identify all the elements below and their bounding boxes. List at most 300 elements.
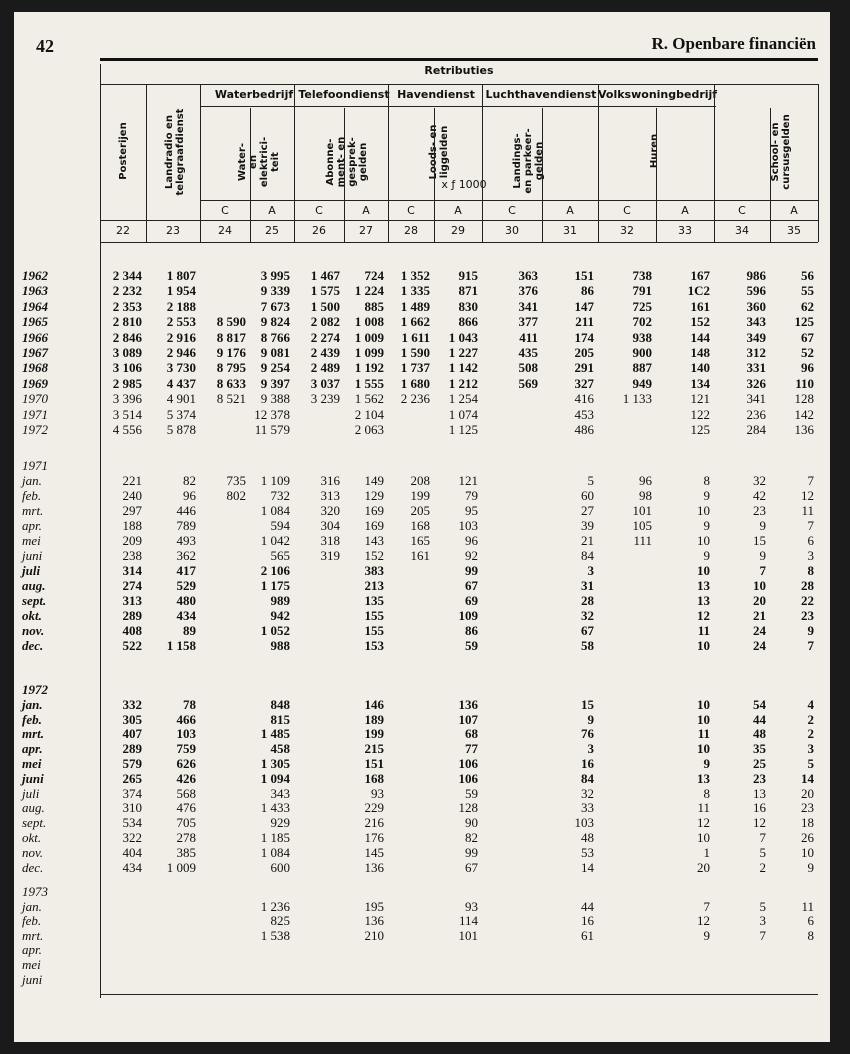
table-cell: 724 (364, 268, 384, 283)
table-cell: 5 (807, 756, 814, 771)
table-cell: 986 (746, 268, 766, 283)
table-cell: 7 (759, 563, 766, 578)
table-cell: 9 254 (260, 360, 290, 376)
table-cell: 103 (176, 726, 196, 742)
sub-divider (250, 108, 251, 242)
row-label: 1964 (22, 298, 48, 314)
ca-label: A (268, 204, 276, 217)
table-cell: 4 (807, 696, 814, 712)
table-cell: 1 485 (260, 726, 290, 742)
table-cell: 44 (753, 711, 766, 727)
table-cell: 802 (226, 488, 246, 503)
column-number: 24 (218, 224, 232, 237)
table-cell: 161 (410, 548, 430, 563)
table-cell: 136 (794, 422, 814, 437)
table-cell: 265 (122, 770, 142, 786)
table-cell: 221 (122, 473, 142, 488)
table-cell: 2 353 (112, 298, 142, 314)
table-cell: 15 (753, 533, 766, 548)
table-cell: 10 (697, 830, 710, 845)
table-cell: 20 (801, 785, 814, 801)
table-cell: 9 (759, 548, 766, 563)
ca-label: A (790, 204, 798, 217)
table-cell: 1 489 (400, 298, 430, 314)
table-cell: 60 (581, 488, 594, 503)
table-cell: 125 (690, 422, 710, 437)
table-cell: 20 (753, 593, 766, 608)
table-cell: 866 (458, 314, 478, 330)
row-label: juni (22, 770, 44, 786)
table-cell: 3 (759, 913, 766, 929)
ca-label: C (508, 204, 516, 217)
table-cell: 3 514 (112, 406, 142, 422)
column-number: 27 (359, 224, 373, 237)
group-waterbedrijf: Waterbedrijf (214, 88, 294, 101)
table-cell: 111 (633, 533, 652, 548)
table-cell: 289 (122, 741, 142, 757)
table-cell: 16 (581, 913, 594, 929)
table-cell: 11 (801, 898, 814, 914)
table-cell: 21 (581, 533, 594, 548)
table-cell: 871 (458, 283, 478, 299)
table-cell: 11 579 (254, 422, 290, 437)
table-cell: 13 (697, 593, 710, 608)
table-cell: 312 (746, 345, 766, 360)
table-cell: 229 (364, 800, 384, 816)
table-cell: 161 (690, 298, 710, 314)
table-cell: 1 352 (400, 268, 430, 283)
table-cell: 23 (801, 608, 814, 623)
table-cell: 32 (581, 608, 594, 623)
table-cell: 12 (753, 815, 766, 831)
table-cell: 10 (801, 844, 814, 860)
table-cell: 92 (465, 548, 478, 563)
table-cell: 44 (581, 898, 594, 914)
table-cell: 3 (587, 563, 594, 578)
row-label: mrt. (22, 927, 44, 943)
table-cell: 109 (458, 608, 478, 623)
table-cell: 58 (581, 638, 594, 653)
table-cell: 1 611 (401, 329, 430, 345)
table-cell: 238 (122, 548, 142, 563)
row-label: 1972 (22, 422, 48, 437)
column-number: 29 (451, 224, 465, 237)
table-cell: 143 (364, 533, 384, 548)
table-cell: 10 (697, 503, 710, 518)
table-cell: 9 388 (260, 391, 290, 407)
table-cell: 90 (465, 815, 478, 831)
table-cell: 1 109 (260, 473, 290, 488)
col-header-telefoon: Abonne- ment- en gesprek- gelden (325, 136, 369, 188)
group-havendienst: Havendienst (397, 88, 475, 101)
table-cell: 791 (632, 283, 652, 299)
table-cell: 61 (581, 927, 594, 943)
table-cell: 915 (458, 268, 478, 283)
table-cell: 5 878 (166, 422, 196, 437)
table-cell: 1 538 (260, 927, 290, 943)
col-divider (598, 84, 599, 242)
table-cell: 534 (122, 815, 142, 831)
table-cell: 1 043 (448, 329, 478, 345)
table-cell: 2 082 (310, 314, 340, 330)
table-cell: 9 397 (260, 375, 290, 391)
page-number: 42 (36, 36, 54, 56)
table-cell: 23 (801, 800, 814, 816)
table-cell: 89 (183, 623, 196, 638)
table-cell: 579 (122, 756, 142, 771)
table-cell: 199 (364, 726, 384, 742)
table-cell: 16 (581, 756, 594, 771)
table-cell: 466 (176, 711, 196, 727)
table-cell: 76 (581, 726, 594, 742)
row-label: juni (22, 548, 43, 563)
table-cell: 84 (581, 548, 594, 563)
table-cell: 155 (364, 623, 384, 638)
table-cell: 1 (703, 844, 710, 860)
row-label: mrt. (22, 726, 45, 742)
table-cell: 569 (518, 375, 538, 391)
top-rule (100, 58, 818, 61)
table-cell: 153 (364, 638, 384, 653)
table-cell: 1 562 (354, 391, 384, 407)
table-cell: 151 (574, 268, 594, 283)
table-cell: 129 (364, 488, 384, 503)
table-cell: 6 (807, 533, 814, 548)
table-cell: 8 (703, 473, 710, 488)
table-cell: 1C2 (687, 283, 710, 299)
table-cell: 1 084 (260, 844, 290, 860)
col-header-volks: Huren (649, 133, 660, 169)
table-cell: 67 (465, 578, 478, 593)
table-cell: 98 (639, 488, 652, 503)
table-cell: 1 042 (260, 533, 290, 548)
table-cell: 1 954 (166, 283, 196, 299)
table-cell: 101 (632, 503, 652, 518)
table-cell: 480 (176, 593, 196, 608)
table-cell: 326 (746, 375, 766, 391)
table-cell: 8 590 (216, 314, 246, 330)
table-cell: 938 (632, 329, 652, 345)
row-label: 1971 (22, 458, 48, 473)
table-cell: 2 985 (112, 375, 142, 391)
group-rule (200, 106, 716, 107)
table-cell: 1 590 (400, 345, 430, 360)
table-cell: 316 (320, 473, 340, 488)
table-cell: 9 (759, 518, 766, 533)
table-cell: 493 (176, 533, 196, 548)
table-cell: 9 (703, 548, 710, 563)
table-cell: 56 (801, 268, 814, 283)
table-cell: 168 (410, 518, 430, 533)
table-cell: 1 662 (400, 314, 430, 330)
row-label: feb. (22, 913, 42, 929)
table-cell: 8 766 (260, 329, 290, 345)
table-cell: 594 (270, 518, 290, 533)
table-cell: 96 (801, 360, 814, 376)
table-cell: 11 (697, 800, 710, 816)
table-cell: 8 817 (216, 329, 246, 345)
table-cell: 522 (122, 638, 142, 653)
row-label: mrt. (22, 503, 44, 518)
col-header-haven: Loods- en liggelden (428, 124, 450, 180)
col-divider (818, 84, 819, 242)
table-cell: 416 (574, 391, 594, 407)
table-cell: 343 (746, 314, 766, 330)
table-cell: 95 (465, 503, 478, 518)
table-cell: 210 (364, 927, 384, 943)
table-cell: 1 052 (260, 623, 290, 638)
table-cell: 13 (697, 770, 710, 786)
table-cell: 1 807 (166, 268, 196, 283)
row-label: okt. (22, 830, 42, 845)
table-cell: 929 (270, 815, 290, 831)
table-cell: 377 (518, 314, 538, 330)
unit-label: x ƒ 1000 (441, 178, 487, 191)
table-cell: 147 (574, 298, 594, 314)
table-cell: 735 (226, 473, 246, 488)
table-cell: 508 (518, 360, 538, 376)
table-cell: 885 (364, 298, 384, 314)
column-number: 33 (678, 224, 692, 237)
table-cell: 3 089 (112, 345, 142, 360)
section-title: R. Openbare financiën (651, 34, 816, 53)
table-cell: 48 (581, 830, 594, 845)
table-cell: 5 (759, 844, 766, 860)
table-cell: 105 (632, 518, 652, 533)
table-cell: 148 (690, 345, 710, 360)
table-cell: 759 (176, 741, 196, 757)
row-label: jan. (22, 473, 42, 488)
table-cell: 600 (270, 859, 290, 875)
table-cell: 32 (581, 785, 594, 801)
row-label: 1973 (22, 884, 48, 899)
table-cell: 529 (176, 578, 196, 593)
row-label: feb. (22, 488, 42, 503)
table-cell: 16 (753, 800, 766, 816)
table-cell: 151 (364, 756, 384, 771)
row-label: 1965 (22, 314, 48, 330)
table-cell: 10 (697, 741, 710, 757)
table-cell: 2 916 (166, 329, 196, 345)
table-cell: 152 (364, 548, 384, 563)
table-cell: 304 (320, 518, 340, 533)
row-label: 1967 (22, 345, 48, 360)
table-cell: 2 344 (112, 268, 142, 283)
table-cell: 1 094 (260, 770, 290, 786)
row-label: nov. (22, 623, 45, 638)
table-cell: 7 (807, 473, 814, 488)
table-cell: 24 (753, 638, 766, 653)
col-divider (146, 84, 147, 242)
table-cell: 82 (183, 473, 196, 488)
table-cell: 106 (458, 756, 478, 771)
table-cell: 13 (753, 785, 766, 801)
header-bottom-rule (100, 242, 818, 243)
col-header-water: Water- en elektrici- teit (237, 136, 281, 188)
table-cell: 383 (364, 563, 384, 578)
table-cell: 152 (690, 314, 710, 330)
table-cell: 486 (574, 422, 594, 437)
table-cell: 1 099 (354, 345, 384, 360)
table-cell: 1 680 (400, 375, 430, 391)
column-number: 35 (787, 224, 801, 237)
row-label: apr. (22, 942, 42, 958)
table-cell: 9 (703, 518, 710, 533)
table-cell: 1 335 (400, 283, 430, 299)
table-cell: 2 (807, 711, 814, 727)
col-divider (294, 84, 295, 242)
table-cell: 209 (122, 533, 142, 548)
row-label: dec. (22, 638, 44, 653)
row-label: 1962 (22, 268, 48, 283)
column-number: 25 (265, 224, 279, 237)
document-page (14, 12, 830, 1042)
table-cell: 165 (410, 533, 430, 548)
table-cell: 215 (364, 741, 384, 757)
table-cell: 8 (807, 563, 814, 578)
row-label: juli (22, 563, 41, 578)
table-cell: 24 (753, 623, 766, 638)
row-label: sept. (22, 815, 47, 831)
table-bottom-rule (100, 994, 818, 995)
table-cell: 363 (518, 268, 538, 283)
table-cell: 128 (794, 391, 814, 407)
group-title: Retributies (424, 64, 494, 77)
table-cell: 453 (574, 406, 594, 422)
table-cell: 79 (465, 488, 478, 503)
table-cell: 3 (807, 548, 814, 563)
table-cell: 125 (794, 314, 814, 330)
table-cell: 169 (364, 518, 384, 533)
table-cell: 327 (574, 375, 594, 391)
table-cell: 8 (703, 785, 710, 801)
table-cell: 1 133 (622, 391, 652, 407)
table-cell: 3 396 (112, 391, 142, 407)
column-number: 23 (166, 224, 180, 237)
table-cell: 216 (364, 815, 384, 831)
table-cell: 8 (807, 927, 814, 943)
col-header-lucht: Landings- en parkeer- gelden (512, 128, 545, 194)
ca-label: C (315, 204, 323, 217)
table-cell: 121 (458, 473, 478, 488)
table-cell: 1 467 (310, 268, 340, 283)
table-cell: 596 (746, 283, 766, 299)
table-cell: 145 (364, 844, 384, 860)
table-cell: 5 (759, 898, 766, 914)
sub-divider (344, 108, 345, 242)
table-cell: 23 (753, 770, 766, 786)
table-cell: 59 (465, 638, 478, 653)
table-cell: 62 (801, 298, 814, 314)
table-cell: 189 (364, 711, 384, 727)
table-cell: 7 (807, 518, 814, 533)
table-cell: 13 (697, 578, 710, 593)
table-cell: 476 (176, 800, 196, 816)
column-number: 31 (563, 224, 577, 237)
table-cell: 408 (122, 623, 142, 638)
table-cell: 434 (176, 608, 196, 623)
table-cell: 1 224 (354, 283, 384, 299)
row-label: nov. (22, 844, 44, 860)
table-cell: 2 553 (166, 314, 196, 330)
table-cell: 417 (176, 563, 196, 578)
ca-label: C (407, 204, 415, 217)
table-cell: 2 106 (260, 563, 290, 578)
table-cell: 136 (364, 913, 384, 929)
table-cell: 7 (807, 638, 814, 653)
ca-label: A (681, 204, 689, 217)
table-cell: 305 (122, 711, 142, 727)
table-cell: 988 (270, 638, 290, 653)
table-cell: 14 (801, 770, 814, 786)
table-cell: 211 (575, 314, 594, 330)
table-cell: 67 (801, 329, 814, 345)
table-cell: 9 (807, 623, 814, 638)
table-cell: 9 (807, 859, 814, 875)
table-cell: 297 (122, 503, 142, 518)
table-cell: 1 158 (166, 638, 196, 653)
table-cell: 134 (690, 375, 710, 391)
row-label: sept. (22, 593, 47, 608)
table-cell: 4 556 (112, 422, 142, 437)
table-cell: 702 (632, 314, 652, 330)
table-cell: 3 239 (310, 391, 340, 407)
table-cell: 213 (364, 578, 384, 593)
table-cell: 331 (746, 360, 766, 376)
table-cell: 9 824 (260, 314, 290, 330)
table-cell: 99 (465, 563, 478, 578)
column-number: 34 (735, 224, 749, 237)
table-cell: 1 008 (354, 314, 384, 330)
table-cell: 322 (122, 830, 142, 845)
table-cell: 313 (320, 488, 340, 503)
table-cell: 1 575 (310, 283, 340, 299)
table-cell: 42 (753, 488, 766, 503)
table-cell: 10 (697, 696, 710, 712)
table-cell: 11 (697, 726, 710, 742)
table-cell: 155 (364, 608, 384, 623)
table-cell: 12 (697, 913, 710, 929)
table-cell: 434 (122, 859, 142, 875)
row-label: juli (22, 785, 40, 801)
table-cell: 1 236 (260, 898, 290, 914)
table-cell: 11 (697, 623, 710, 638)
table-cell: 568 (176, 785, 196, 801)
table-cell: 69 (465, 593, 478, 608)
ca-label: C (623, 204, 631, 217)
table-cell: 626 (176, 756, 196, 771)
table-cell: 39 (581, 518, 594, 533)
table-cell: 168 (364, 770, 384, 786)
table-cell: 53 (581, 844, 594, 860)
table-cell: 31 (581, 578, 594, 593)
table-cell: 106 (458, 770, 478, 786)
table-cell: 3 730 (166, 360, 196, 376)
table-cell: 96 (639, 473, 652, 488)
table-cell: 411 (519, 329, 538, 345)
sub-divider (542, 108, 543, 242)
table-cell: 240 (122, 488, 142, 503)
table-cell: 435 (518, 345, 538, 360)
table-cell: 12 (697, 608, 710, 623)
col-header-school: School- en cursusgelden (770, 114, 792, 190)
table-cell: 2 439 (310, 345, 340, 360)
table-cell: 385 (176, 844, 196, 860)
row-label: mei (22, 756, 42, 771)
col-divider (714, 84, 715, 242)
row-label: 1971 (22, 406, 48, 422)
table-cell: 458 (270, 741, 290, 757)
